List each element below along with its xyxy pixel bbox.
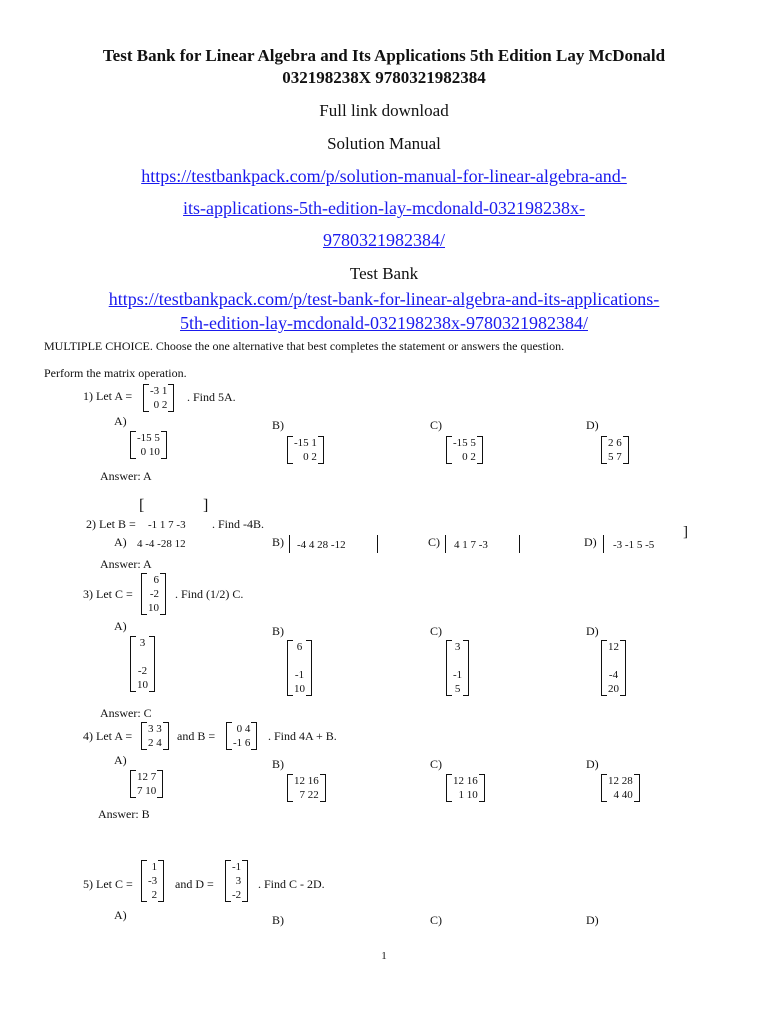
solution-manual-link-2[interactable]: its-applications-5th-edition-lay-mcdonald-032198238x- bbox=[183, 198, 585, 218]
test-bank-label: Test Bank bbox=[349, 264, 419, 283]
q3-suffix: . Find (1/2) C. bbox=[175, 587, 244, 601]
q4-prefix: 4) Let A = bbox=[83, 729, 133, 743]
q4-label-a: A) bbox=[114, 753, 127, 767]
q1-label-b: B) bbox=[272, 418, 284, 432]
q2-label-b: B) bbox=[272, 535, 284, 549]
q2-option-d-bar-left bbox=[603, 535, 604, 553]
q4-label-b: B) bbox=[272, 757, 284, 771]
q3-label-b: B) bbox=[272, 624, 284, 638]
q3-label-a: A) bbox=[114, 619, 127, 633]
q4-option-d-matrix: 12 28 4 40 bbox=[601, 774, 640, 802]
q2-bracket-top-right: ] bbox=[203, 497, 209, 514]
q4-option-a-matrix: 12 7 7 10 bbox=[130, 770, 163, 798]
test-bank-link-2[interactable]: 5th-edition-lay-mcdonald-032198238x-9780321982384/ bbox=[180, 313, 588, 333]
q2-suffix: . Find -4B. bbox=[212, 517, 265, 531]
q5-label-c: C) bbox=[430, 913, 442, 927]
q2-option-b: -4 4 28 -12 bbox=[297, 539, 346, 551]
q1-label-c: C) bbox=[430, 418, 442, 432]
q5-prefix: 5) Let C = bbox=[83, 877, 133, 891]
q1-option-d-matrix: 2 6 5 7 bbox=[601, 436, 629, 464]
q3-answer: Answer: C bbox=[100, 706, 152, 720]
q1-label-d: D) bbox=[586, 418, 599, 432]
q2-label-a: A) bbox=[114, 535, 127, 549]
doc-title-line1: Test Bank for Linear Algebra and Its Applications 5th Edition Lay McDonald bbox=[102, 46, 666, 65]
q2-answer: Answer: A bbox=[100, 557, 152, 571]
q2-label-c: C) bbox=[428, 535, 440, 549]
q2-option-a: 4 -4 -28 12 bbox=[137, 538, 186, 550]
q4-label-d: D) bbox=[586, 757, 599, 771]
q1-answer: Answer: A bbox=[100, 469, 152, 483]
q4-matrix-a: 3 3 2 4 bbox=[141, 722, 169, 750]
q2-label-d: D) bbox=[584, 535, 597, 549]
page-number: 1 bbox=[381, 950, 387, 962]
q1-option-c-matrix: -15 5 0 2 bbox=[446, 436, 483, 464]
section-heading: Perform the matrix operation. bbox=[44, 366, 187, 380]
q2-option-b-bar-right bbox=[377, 535, 378, 553]
doc-title-line2: 032198238X 9780321982384 bbox=[282, 68, 486, 87]
q4-matrix-b: 0 4 -1 6 bbox=[226, 722, 257, 750]
q2-option-c: 4 1 7 -3 bbox=[454, 539, 488, 551]
q3-prefix: 3) Let C = bbox=[83, 587, 133, 601]
q3-label-d: D) bbox=[586, 624, 599, 638]
q1-option-b-matrix: -15 1 0 2 bbox=[287, 436, 324, 464]
solution-manual-link-1[interactable]: https://testbankpack.com/p/solution-manual-for-linear-algebra-and- bbox=[141, 166, 627, 186]
q1-option-a-matrix: -15 5 0 10 bbox=[130, 431, 167, 459]
q1-prefix: 1) Let A = bbox=[83, 389, 133, 403]
q4-option-b-matrix: 12 16 7 22 bbox=[287, 774, 326, 802]
q2-option-d: -3 -1 5 -5 bbox=[613, 539, 655, 551]
q3-option-d-matrix: 12 -4 20 bbox=[601, 640, 626, 696]
q5-label-a: A) bbox=[114, 908, 127, 922]
q4-suffix: . Find 4A + B. bbox=[268, 729, 337, 743]
q1-label-a: A) bbox=[114, 414, 127, 428]
q4-option-c-matrix: 12 16 1 10 bbox=[446, 774, 485, 802]
q5-suffix: . Find C - 2D. bbox=[258, 877, 325, 891]
q2-option-c-bar-right bbox=[519, 535, 520, 553]
q3-option-b-matrix: 6 -1 10 bbox=[287, 640, 312, 696]
q5-matrix-d: -1 3 -2 bbox=[225, 860, 248, 902]
q3-matrix-c: 6 -2 10 bbox=[141, 573, 166, 615]
q2-bracket-top-left: [ bbox=[139, 497, 145, 514]
q1-matrix-a: -3 1 0 2 bbox=[143, 384, 174, 412]
q3-label-c: C) bbox=[430, 624, 442, 638]
q4-and: and B = bbox=[177, 729, 216, 743]
q3-option-a-matrix: 3 -2 10 bbox=[130, 636, 155, 692]
q2-option-d-bracket-right: ] bbox=[683, 524, 688, 540]
q2-option-b-bar-left bbox=[289, 535, 290, 553]
q2-matrix-b: -1 1 7 -3 bbox=[148, 519, 186, 531]
q4-answer: Answer: B bbox=[98, 807, 150, 821]
q5-label-d: D) bbox=[586, 913, 599, 927]
q2-option-c-bar-left bbox=[445, 535, 446, 553]
q2-prefix: 2) Let B = bbox=[86, 517, 136, 531]
q5-matrix-c: 1 -3 2 bbox=[141, 860, 164, 902]
q5-label-b: B) bbox=[272, 913, 284, 927]
q1-suffix: . Find 5A. bbox=[187, 390, 236, 404]
q5-and: and D = bbox=[175, 877, 214, 891]
solution-manual-label: Solution Manual bbox=[327, 134, 441, 153]
test-bank-link-1[interactable]: https://testbankpack.com/p/test-bank-for-linear-algebra-and-its-applications- bbox=[108, 289, 660, 309]
q3-option-c-matrix: 3 -1 5 bbox=[446, 640, 469, 696]
instructions: MULTIPLE CHOICE. Choose the one alternative that best completes the statement or answers the question. bbox=[44, 339, 565, 353]
q4-label-c: C) bbox=[430, 757, 442, 771]
full-link-text: Full link download bbox=[319, 101, 449, 120]
solution-manual-link-3[interactable]: 9780321982384/ bbox=[322, 230, 445, 250]
